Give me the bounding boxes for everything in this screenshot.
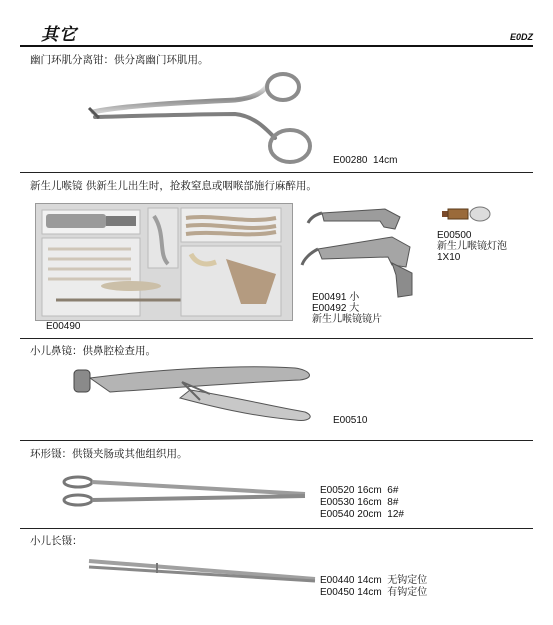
page-title: 其它 <box>41 25 77 45</box>
ring-forceps-row-3: E00540 20cm 12# <box>320 509 404 520</box>
pyloric-forceps-image <box>85 72 315 167</box>
tweezers-row-1: E00440 14cm 无钩定位 <box>320 575 428 586</box>
section-rule-1 <box>20 172 533 173</box>
pediatric-tweezers-image <box>85 555 325 590</box>
section-rule-4 <box>20 528 533 529</box>
page-code: E0DZ <box>509 32 533 42</box>
tweezers-row-2: E00450 14cm 有钩定位 <box>320 587 428 598</box>
section-rule-2 <box>20 338 533 339</box>
laryngoscope-blades-image <box>300 203 418 303</box>
ring-forceps-image <box>60 470 320 510</box>
ring-forceps-row-2: E00530 16cm 8# <box>320 497 399 508</box>
bulb-caption: 新生儿喉镜灯泡 <box>437 241 507 252</box>
section-heading-tweezers: 小儿长镊： <box>30 535 83 547</box>
bulb-code: E00500 <box>437 230 472 241</box>
bulb-pack: 1X10 <box>437 252 461 263</box>
laryngoscope-kit-image <box>35 203 293 321</box>
header-rule <box>20 45 533 47</box>
section-heading-ring-forceps: 环形镊：供镊夹肠或其他组织用。 <box>30 448 188 460</box>
ring-forceps-row-1: E00520 16cm 6# <box>320 485 399 496</box>
laryngoscope-blade-small: E00491 小 <box>312 292 360 303</box>
laryngoscope-blade-caption: 新生儿喉镜镜片 <box>312 314 382 325</box>
laryngoscope-kit-code: E00490 <box>46 321 81 332</box>
nasal-speculum-image <box>70 360 320 430</box>
nasal-speculum-code: E00510 <box>333 415 368 426</box>
section-heading-laryngoscope: 新生儿喉镜 供新生儿出生时，抢救窒息或咽喉部施行麻醉用。 <box>30 180 317 192</box>
section-heading-pyloric: 幽门环肌分离钳：供分离幽门环肌用。 <box>30 54 209 66</box>
laryngoscope-blade-large: E00492 大 <box>312 303 360 314</box>
pyloric-forceps-code: E00280 14cm <box>333 155 398 166</box>
section-heading-nasal-speculum: 小儿鼻镜：供鼻腔检查用。 <box>30 345 156 357</box>
section-rule-3 <box>20 440 533 441</box>
laryngoscope-bulb-image <box>440 205 500 223</box>
